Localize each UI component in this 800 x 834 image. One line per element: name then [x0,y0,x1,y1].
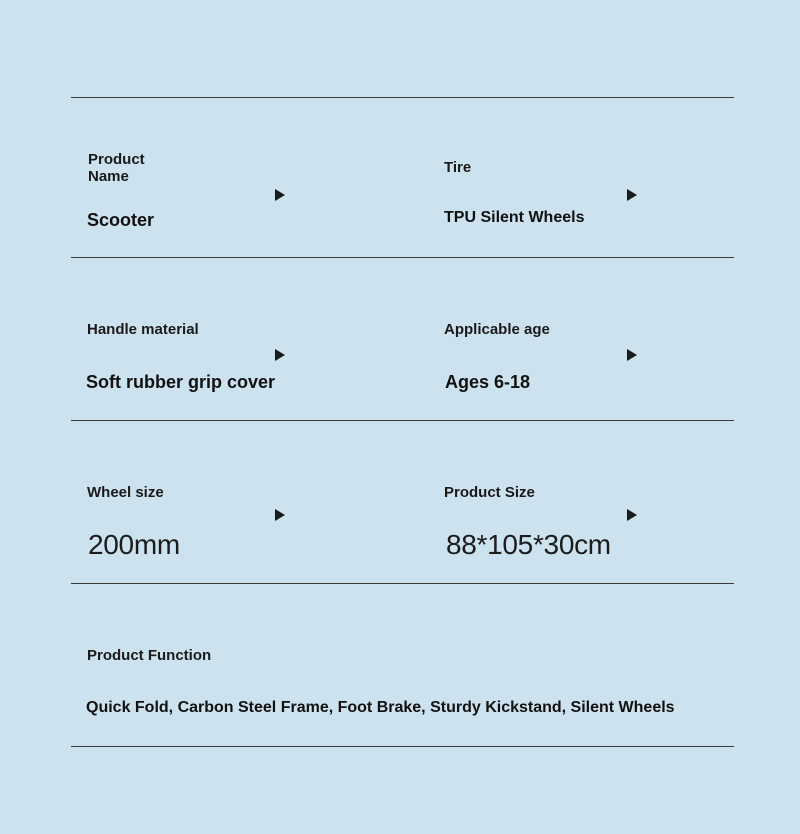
play-triangle-icon [275,349,285,361]
handle-material-value: Soft rubber grip cover [86,372,276,392]
wheel-size-label: Wheel size [87,484,164,501]
product-size-value: 88*105*30cm [446,529,611,560]
divider-row-1 [71,257,734,258]
wheel-size-value: 200mm [88,529,180,560]
handle-material-label: Handle material [87,321,199,338]
divider-row-2 [71,420,734,421]
play-triangle-icon [275,509,285,521]
tire-label: Tire [444,159,472,176]
product-function-value: Quick Fold, Carbon Steel Frame, Foot Brake, Sturdy Kickstand, Silent Wheels [86,699,675,716]
play-triangle-icon [627,349,637,361]
product-size-label: Product Size [444,484,535,501]
divider-bottom [71,746,734,747]
play-triangle-icon [627,509,637,521]
play-triangle-icon [275,189,285,201]
divider-top [71,97,734,98]
play-triangle-icon [627,189,637,201]
divider-row-3 [71,583,734,584]
product-function-label: Product Function [87,647,212,664]
applicable-age-label: Applicable age [444,321,550,338]
product-name-value: Scooter [87,210,155,230]
product-name-label: Product Name [88,151,145,185]
applicable-age-value: Ages 6-18 [445,372,531,392]
tire-value: TPU Silent Wheels [444,209,585,226]
